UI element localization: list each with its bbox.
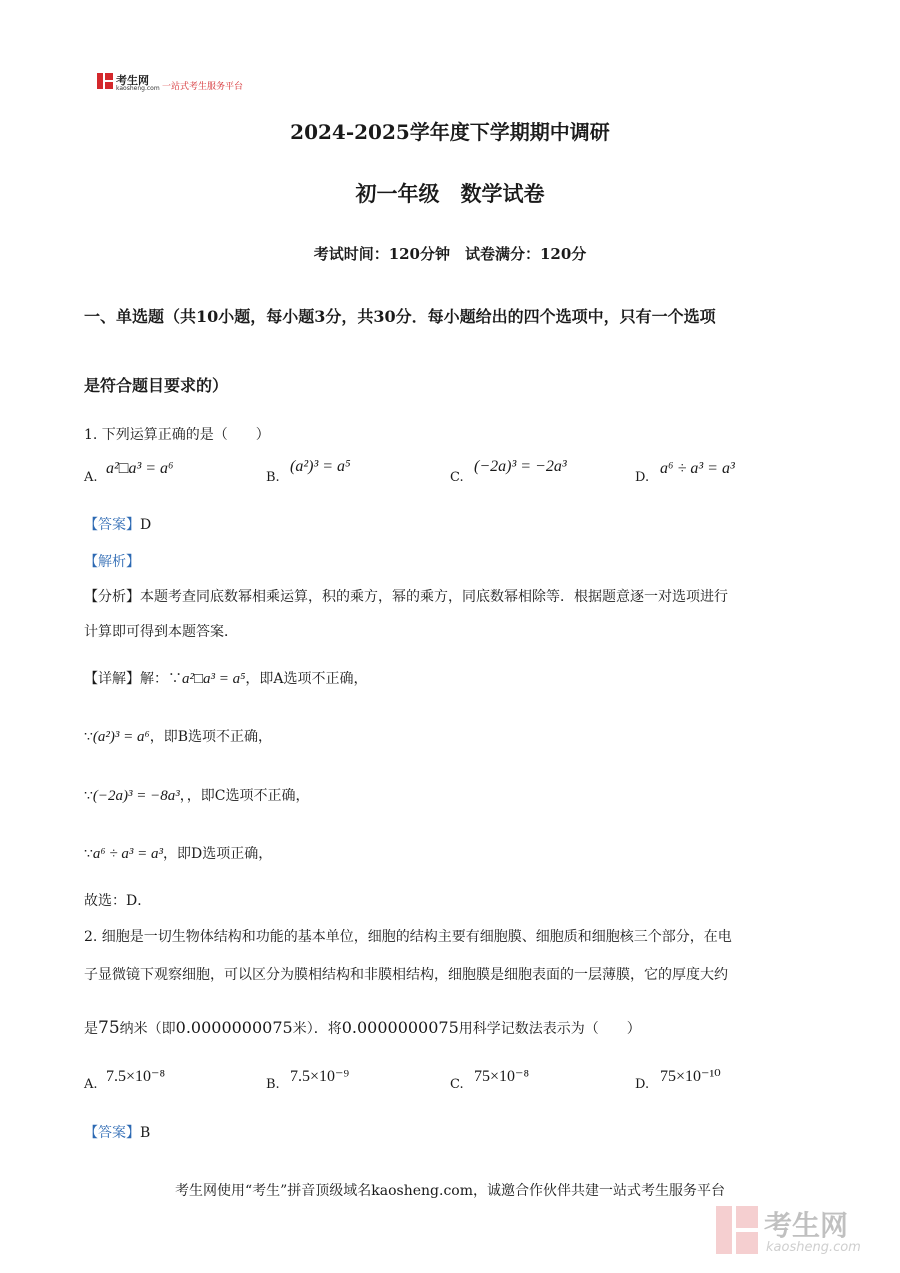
watermark-name: 考生网 [764,1209,849,1242]
q1-step-4 [84,843,272,863]
q2-option-b-expr: 7.5×10⁻⁹ [290,1068,350,1085]
q1-option-a-label: A. [84,470,98,485]
q1-stem: 1. 下列运算正确的是（ ） [84,427,270,443]
q2-number-decimal: 0.0000000075 [175,1018,293,1037]
q2-text-d: 用科学记数法表示为（ ） [458,1021,641,1037]
q2-text-b: 纳米（即 [119,1021,176,1037]
footer-text: 考生网使用“考生”拼音顶级域名kaosheng.com，诚邀合作伙伴共建一站式考生服务平台 [174,1183,726,1199]
q1-fenxi-line1 [84,586,728,606]
step-expr: a²□a³ = a⁵ [182,671,246,687]
exam-info: 考试时间：120分钟 试卷满分：120分 [313,245,587,263]
q1-option-b-label: B. [266,470,280,485]
logo-domain: kaosheng.com [116,85,160,92]
q1-step-2 [84,726,272,746]
q1-option-d-expr: a⁶ ÷ a³ = a³ [660,460,735,477]
q2-option-d-label: D. [635,1077,650,1092]
q2-stem-line3 [84,1018,641,1038]
q1-option-c-expr: (−2a)³ = −2a³ [474,458,567,475]
q2-answer [84,1122,150,1142]
q1-step-1 [84,668,368,688]
step-expr: a⁶ ÷ a³ = a³ [92,846,163,862]
q2-number-75: 75 [98,1018,120,1038]
q1-option-a-expr: a²□a³ = a⁶ [106,460,174,477]
watermark-domain: kaosheng.com [766,1240,861,1255]
step-suffix: ，即A选项不正确， [245,671,368,687]
q2-option-a-label: A. [84,1077,98,1092]
step-prefix: ∵ [84,846,93,862]
section-heading-line1: 一、单选题（共10小题，每小题3分，共30分．每小题给出的四个选项中，只有一个选项 [84,307,716,326]
answer-tag: 【答案】 [84,517,140,533]
q1-analysis-tag: 【解析】 [84,554,140,570]
step-prefix: ∵ [84,729,93,745]
step-suffix: ，即B选项不正确， [149,729,273,745]
answer-value: D [140,517,152,533]
exam-title: 2024-2025学年度下学期期中调研 [290,120,610,144]
q2-option-a-expr: 7.5×10⁻⁸ [106,1068,166,1085]
step-suffix: ，即D选项正确， [163,846,273,862]
step-prefix: ∵ [84,788,93,804]
fenxi-tag: 【分析】 [84,589,140,605]
q1-option-d-label: D. [635,470,650,485]
step-suffix: ，，即C选项不正确， [179,788,310,804]
q2-text-a: 是 [84,1021,98,1037]
kaosheng-logo-icon [97,73,113,89]
q1-option-c-label: C. [450,470,464,485]
answer-tag: 【答案】 [84,1125,140,1141]
q2-stem-line1: 2. 细胞是一切生物体结构和功能的基本单位，细胞的结构主要有细胞膜、细胞质和细胞核三个部分，在电 [84,929,732,945]
q2-option-d-expr: 75×10⁻¹⁰ [660,1068,721,1085]
answer-value: B [140,1125,151,1141]
logo-slogan: 一站式考生服务平台 [162,82,244,92]
fenxi-text: 本题考查同底数幂相乘运算，积的乘方，幂的乘方，同底数幂相除等．根据题意逐一对选项进行 [140,589,728,605]
q1-step-3 [84,785,310,805]
step-prefix: 解：∵ [140,671,182,687]
section-heading-line2: 是符合题目要求的） [84,376,229,395]
q2-stem-line2: 子显微镜下观察细胞，可以区分为膜相结构和非膜相结构，细胞膜是细胞表面的一层薄膜，它的厚度大约 [84,967,728,983]
q2-option-c-label: C. [450,1077,464,1092]
q2-option-b-label: B. [266,1077,280,1092]
xiangjie-tag: 【详解】 [84,671,140,687]
step-expr: (−2a)³ = −8a³ [92,788,180,804]
q2-text-c: 米）．将 [292,1021,342,1037]
logo-name: 考生网 [116,74,149,87]
q1-option-b-expr: (a²)³ = a⁵ [290,458,351,475]
q2-option-c-expr: 75×10⁻⁸ [474,1068,530,1085]
q1-conclusion: 故选：D． [84,893,152,909]
step-expr: (a²)³ = a⁶ [92,729,150,745]
q1-fenxi-line2: 计算即可得到本题答案． [84,624,238,640]
q2-number-decimal-2: 0.0000000075 [341,1018,459,1037]
q1-answer [84,514,151,534]
exam-subtitle: 初一年级 数学试卷 [355,181,545,206]
